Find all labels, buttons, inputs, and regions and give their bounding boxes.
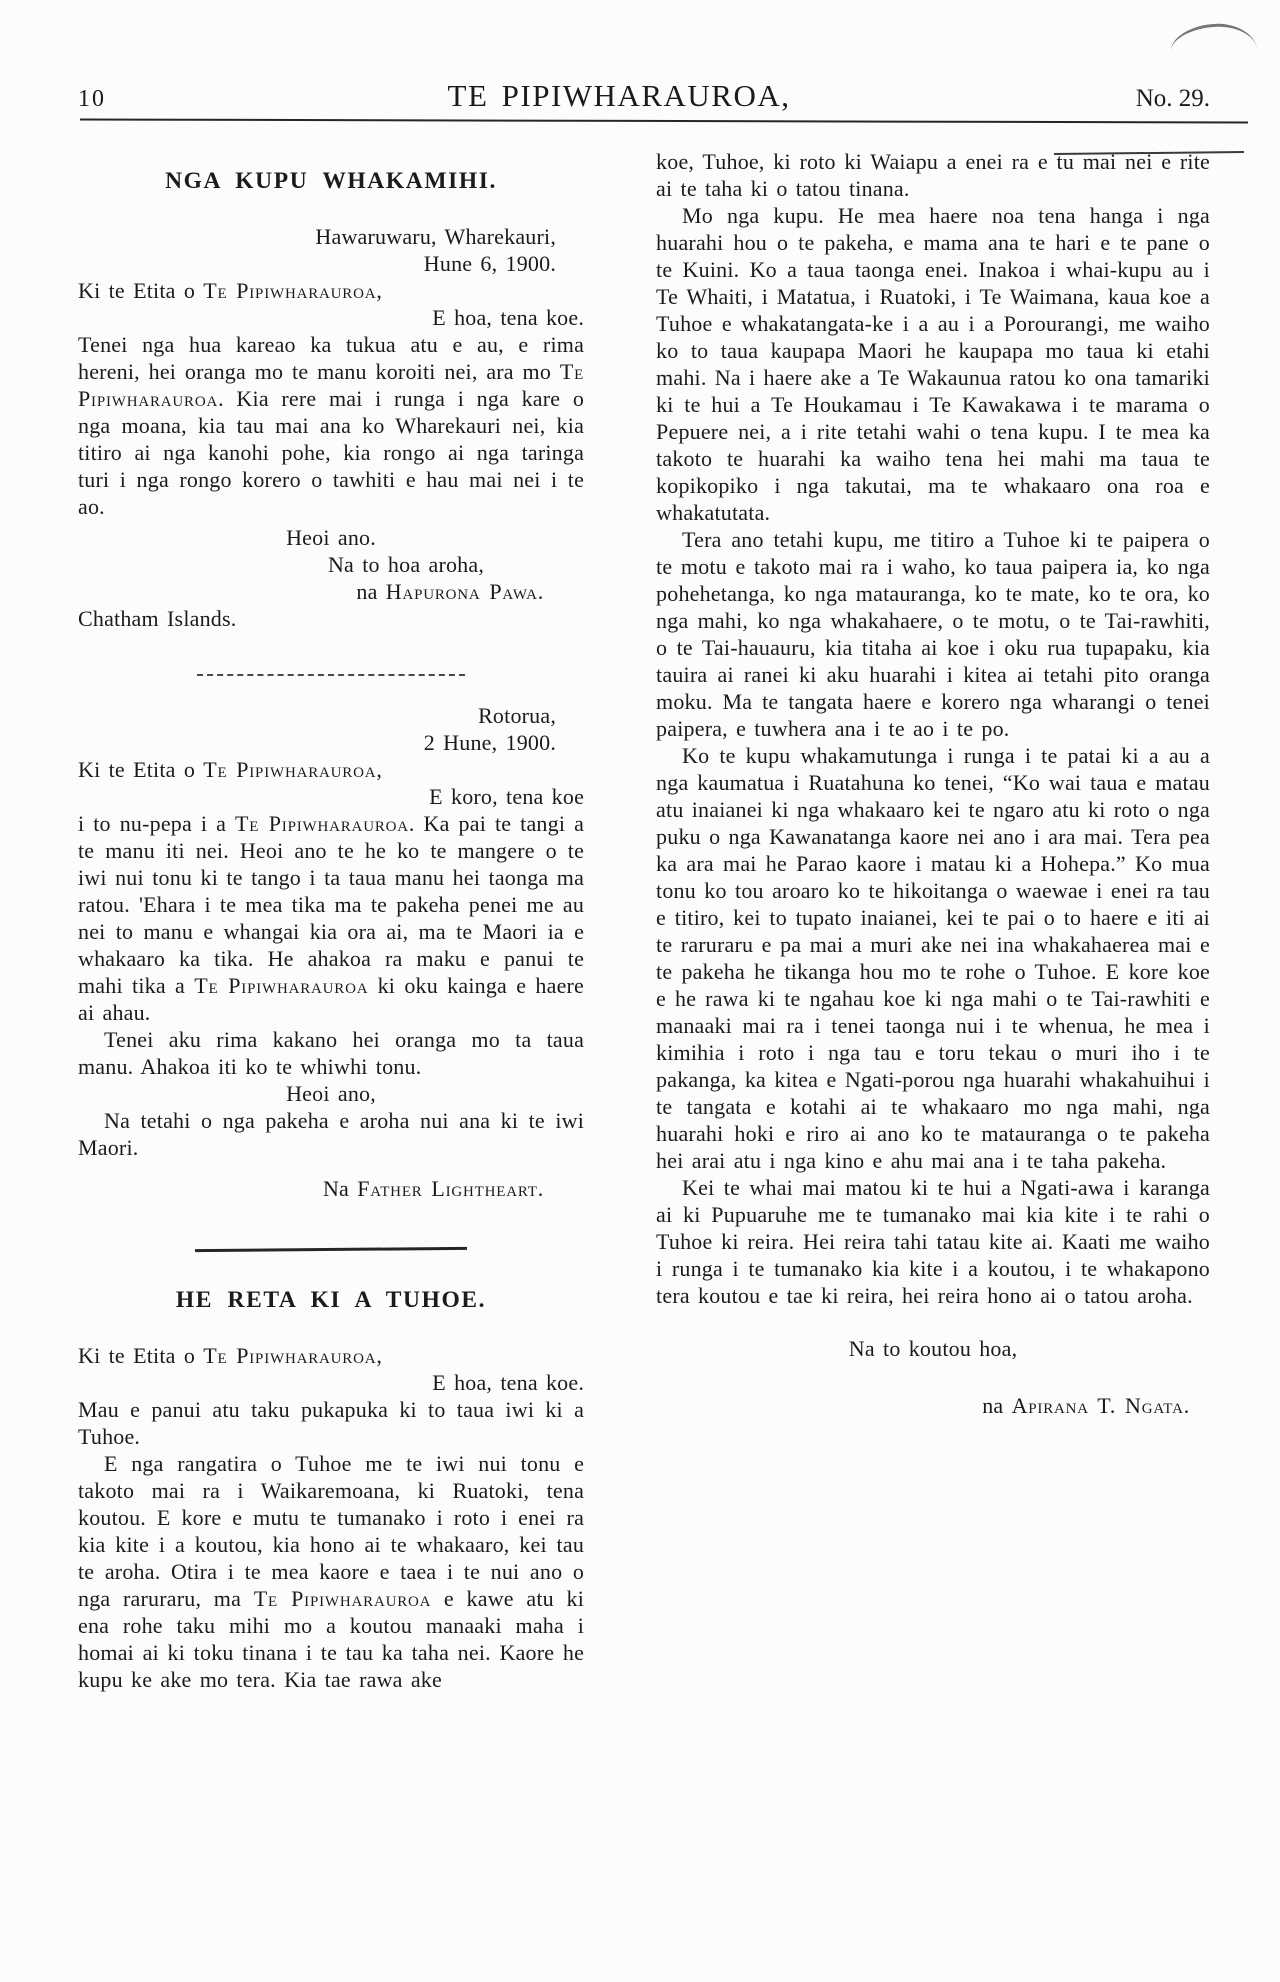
article-heading-nga-kupu: NGA KUPU WHAKAMIHI. (165, 168, 497, 194)
signoff-line: Na to hoa aroha, (327, 552, 485, 577)
article-heading-he-reta: HE RETA KI A TUHOE. (175, 1287, 487, 1313)
salutation: Ki te Etita o Te Pipiwharauroa, (78, 757, 383, 782)
issue-number: No. 29. (1135, 85, 1210, 112)
article-divider-dashed (197, 674, 465, 676)
signoff-line: Heoi ano. (286, 525, 376, 550)
body-paragraph: Tera ano tetahi kupu, me titiro a Tuhoe ki te paipera o te motu e takoto mai ra i waho, ko taua paipera ia, ko nga pohehetanga, ko nga matauranga, ko te mate, ko te ora, ko nga mahi, ko nga whakahaere, o te motu, o te Tai-rawhiti, o te Tai-hauauru, kia titaha ai koe i oku rua tupapaku, kia tauira ai ranei ki aku huarahi i kitea ai tetahi pito oranga moku. Ma te tangata haere e korero nga wharangi o tenei paipera, e tuwhera ana i te ao i te po. (656, 527, 1210, 741)
body-paragraph: Mau e panui atu taku pukapuka ki to taua iwi ki a Tuhoe. (78, 1397, 585, 1449)
paper-name-smallcaps: Te Pipiwharauroa, (203, 757, 383, 782)
body-paragraph: Ko te kupu whakamutunga i runga i te patai ki a au a nga kaumatua i Ruatahuna ko tenei, “Ko wai taua e matau atu inaianei ki nga whakaaro kei te ngaro atu ki roto o nga puku o nga Kawanatanga kaore nei ano i ara mai. Tera pea ka ara mai he Parao kaore i matau ki a Hohepa.” Ko mua tonu ko tou aroaro ko te hikoitanga o waewae i enei ra tau e titiro, kei to tupato inaianei, kei te pai o to haere e iti ai te raruraru e pa mai a muri ake nei ina whakahaerea mai e te pakeha he tikanga hou mo te rohe o Tuhoe. E kore koe e he rawa ki te ngahau koe ki nga mahi o te Tai-rawhiti e manaaki mai ra i tenei taonga nui i te whenua, he mea i kimihia i roto i nga tau e toru tekau o muri iho i te pakanga, ka kitea e Ngati-porou nga huarahi whakahuihui i te tangata e kotahi ai te whakaaro mo nga mahi, nga huarahi hoki e riro ai ano ko te matauranga o te pakeha hei arai atu i nga kino e ahu mai ana i te taha pakeha. (656, 743, 1210, 1173)
body-paragraph: i to nu-pepa i a Te Pipiwharauroa. Ka pai te tangi a te manu iti nei. Heoi ano te he ko te mangere o te iwi nui tonu ki te tango i ta taua manu hei taonga ma ratou. 'Ehara i te mea tika ma te pakeha penei me au nei to manu e whangai kia ora ai, ma te Maori ia e whakaaro ka tika. He ahakoa ra maku e panui te mahi tika a Te Pipiwharauroa ki oku kainga e haere ai ahau. (78, 811, 585, 1025)
dateline-place: Hawaruwaru, Wharekauri, (315, 224, 557, 249)
page-columns (0, 122, 1280, 1693)
signature-name-smallcaps: Hapurona Pawa. (385, 579, 545, 604)
signoff-place: Chatham Islands. (78, 606, 237, 631)
article-divider-solid (195, 1247, 467, 1252)
signoff-line: Heoi ano, (286, 1081, 376, 1106)
signature: na Hapurona Pawa. (356, 579, 545, 604)
greeting: E hoa, tena koe. (432, 1370, 585, 1395)
newspaper-title: TE PIPIWHARAUROA, (447, 78, 791, 113)
paper-name-smallcaps: Te Pipiwharauroa, (203, 1343, 383, 1368)
dateline-place: Rotorua, (478, 703, 557, 728)
signature: na Apirana T. Ngata. (982, 1393, 1190, 1418)
column-right (656, 148, 1210, 1693)
body-paragraph: koe, Tuhoe, ki roto ki Waiapu a enei ra e tu mai nei e rite ai te taha ki o tatou tinana. (656, 149, 1210, 201)
salutation: Ki te Etita o Te Pipiwharauroa, (78, 278, 383, 303)
signature-name-smallcaps: Father Lightheart. (357, 1176, 545, 1201)
signature-name-smallcaps: Apirana T. Ngata. (1011, 1393, 1190, 1418)
salutation: Ki te Etita o Te Pipiwharauroa, (78, 1343, 383, 1368)
column-left (78, 148, 584, 1693)
signature: Na Father Lightheart. (322, 1176, 545, 1201)
greeting: E hoa, tena koe. (432, 305, 585, 330)
body-paragraph: Mo nga kupu. He mea haere noa tena hanga i nga huarahi hou o te pakeha, e mama ana te hari e te pane o te Kuini. Ko a taua taonga enei. Inakoa i whai-kupu au i Te Whaiti, i Matatua, i Ruatoki, i Te Waimana, kaua koe a Tuhoe e whakatangata-ke i a au i a Porourangi, me waiho ko to taua kaupapa Maori he kaupapa mo taua ki etahi mahi. Na i haere ake a Te Wakaunua ratou ko ona tamariki ki te hui a Te Houkamau i Te Kawakawa i te marama o Pepuere nei, a i rite tetahi wahi o tena kupu. I te mea ka takoto te huarahi ka waiho tena hei mahi ma taua te kopikopiko i nga takutai, ma te whakaaro ona roa e whakatutata. (656, 203, 1210, 525)
dateline-date: Hune 6, 1900. (423, 251, 557, 276)
masthead (0, 0, 1280, 114)
body-paragraph: Tenei nga hua kareao ka tukua atu e au, e rima hereni, hei oranga mo te manu koroiti nei, ara mo Te Pipiwharauroa. Kia rere mai i runga i nga kare o nga moana, kia tau mai ana ko Wharekauri nei, kia titiro ai nga kanohi pohe, kia rongo ai nga taringa turi i nga rongo korero o tawhiti e hau mai nei i te ao. (78, 332, 585, 519)
body-paragraph: E nga rangatira o Tuhoe me te iwi nui tonu e takoto mai ra i Waikaremoana, ki Ruatoki, tena koutou. E kore e mutu te tumanako i roto i enei ra kia kite i a koutou, kia hono ai te whakaaro, kei tau te aroha. Otira i te mea kaore e taea i te nui ano o nga raruraru, ma Te Pipiwharauroa e kawe atu ki ena rohe taku mihi mo a koutou manaaki maha i homai ai ki toku tinana i te tau ka taha nei. Kaore he kupu ke ake mo tera. Kia tae rawa ake (78, 1451, 585, 1692)
page-number: 10 (78, 86, 106, 112)
dateline-date: 2 Hune, 1900. (423, 730, 557, 755)
body-paragraph: Kei te whai mai matou ki te hui a Ngati-awa i karanga ai ki Pupuaruhe me te tumanako mai kia kite i te rahi o Tuhoe ki reira. Hei reira tahi tatau kite ai. Kaati me waiho i runga i te tumanako kia kite i a koutou, i te whakapono tera koutou e tae ki reira, hei reira hono ai o tatou aroha. (656, 1175, 1210, 1308)
greeting: E koro, tena koe (429, 784, 585, 809)
body-paragraph: Tenei aku rima kakano hei oranga mo ta taua manu. Ahakoa iti ko te whiwhi tonu. (78, 1027, 585, 1079)
body-paragraph: Na tetahi o nga pakeha e aroha nui ana ki te iwi Maori. (78, 1108, 585, 1160)
signoff-line: Na to koutou hoa, (848, 1336, 1018, 1361)
paper-name-smallcaps: Te Pipiwharauroa, (203, 278, 383, 303)
